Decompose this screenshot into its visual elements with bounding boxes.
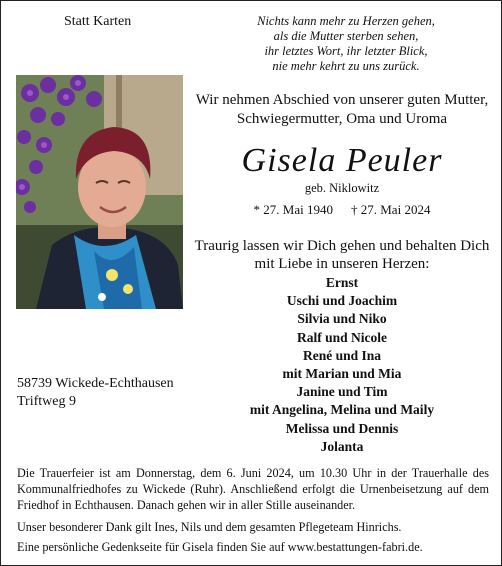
family-member: Ernst [325,275,359,290]
family-member: Uschi und Joachim [286,293,398,309]
deceased-name: Gisela Peuler [241,142,443,179]
death-date: † 27. Mai 2024 [351,202,431,217]
mourning-line: mit Liebe in unseren Herzen: [254,256,430,272]
mourning-line: Traurig lassen wir Dich gehen und behalten Dich [194,238,490,254]
family-member: mit Angelina, Melina und Maily [249,402,435,418]
family-list [191,274,493,456]
farewell-line: Wir nehmen Abschied von unserer guten Mutter, [195,92,489,108]
family-member: Silvia und Niko [297,311,387,327]
family-member: Melissa und Dennis [285,420,399,436]
farewell-text [191,91,493,129]
funeral-text: Die Trauerfeier ist am Donnerstag, dem 6. Juni 2024, um 10.30 Uhr in der Trauerhalle des Kommunalfriedhofes zu Wickede (Ruhr). Anschließend erfolgt die Urnenbeisetzung auf dem Friedhof in Echthausen. Danach gehen wir in aller Stille auseinander. [17,466,489,512]
family-member: Jolanta [320,438,364,454]
thanks-text: Unser besonderer Dank gilt Ines, Nils und dem gesamten Pflegeteam Hinrichs. [17,520,402,534]
poem-line: nie mehr kehrt zu uns zurück. [272,59,420,73]
birth-date: * 27. Mai 1940 [253,202,333,217]
poem-line: ihr letztes Wort, ihr letzter Blick, [264,44,428,58]
life-dates [191,202,493,218]
farewell-line: Schwiegermutter, Oma und Uroma [236,111,448,127]
family-member: Janine und Tim [296,384,388,400]
statt-karten-label: Statt Karten [64,14,132,29]
poem [201,14,491,74]
family-member: mit Marian und Mia [282,366,402,382]
family-member: René und Ina [302,347,382,363]
birth-name: geb. Niklowitz [304,181,380,195]
family-member: Ralf und Nicole [296,329,387,345]
poem-line: Nichts kann mehr zu Herzen gehen, [257,14,435,28]
mourning-text [191,237,493,273]
address-street: Triftweg 9 [17,394,76,409]
poem-line: als die Mutter sterben sehen, [273,29,419,43]
funeral-notice [17,465,489,513]
portrait-photo [16,75,183,309]
memorial-page-text: Eine persönliche Gedenkseite für Gisela finden Sie auf www.bestattungen-fabri.de. [17,540,423,554]
address-city: 58739 Wickede-Echthausen [17,376,174,391]
address [17,375,174,411]
